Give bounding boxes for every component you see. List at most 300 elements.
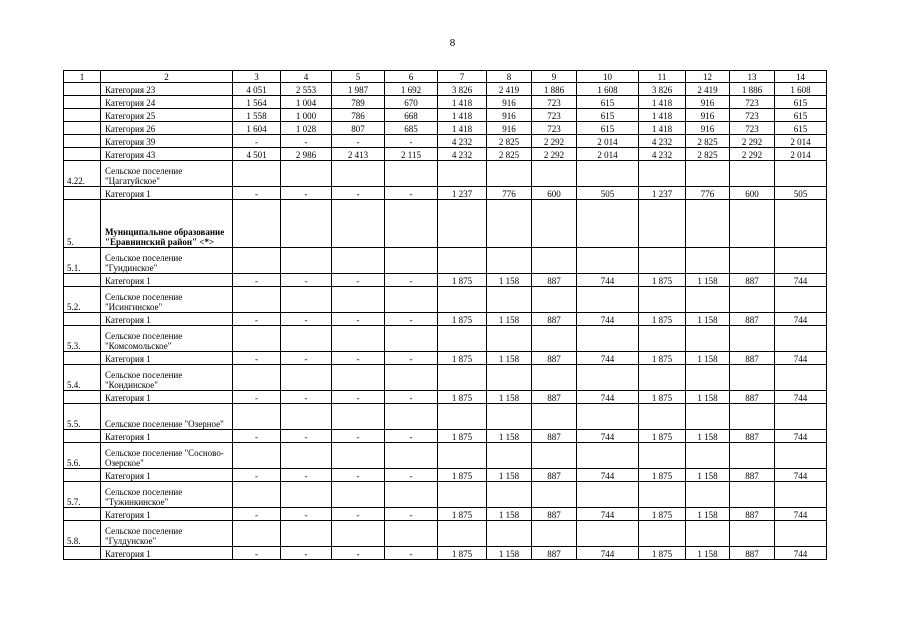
- table-row: [64, 521, 827, 547]
- value-cell: -: [332, 430, 385, 443]
- value-cell: 2 014: [577, 148, 639, 161]
- value-cell: 3 826: [438, 83, 487, 96]
- value-cell: [686, 365, 730, 391]
- value-cell: 744: [577, 313, 639, 326]
- value-cell: [639, 443, 686, 469]
- value-cell: 744: [577, 547, 639, 560]
- value-cell: 1 875: [639, 352, 686, 365]
- table-row: [64, 200, 827, 248]
- row-number-cell: [64, 83, 101, 96]
- row-number-cell: 4.22.: [64, 161, 101, 187]
- value-cell: 670: [385, 96, 438, 109]
- value-cell: [730, 287, 775, 313]
- value-cell: -: [385, 352, 438, 365]
- table-row: [64, 443, 827, 469]
- value-cell: [281, 287, 332, 313]
- value-cell: -: [233, 352, 281, 365]
- row-name-cell: Сельское поселение "Тужинкинское": [101, 482, 233, 508]
- value-cell: 1 875: [639, 391, 686, 404]
- value-cell: [730, 161, 775, 187]
- value-cell: 1 158: [686, 313, 730, 326]
- value-cell: 1 875: [438, 469, 487, 482]
- value-cell: 744: [577, 430, 639, 443]
- value-cell: 1 158: [487, 508, 532, 521]
- value-cell: -: [281, 352, 332, 365]
- value-cell: [233, 248, 281, 274]
- value-cell: 1 418: [639, 109, 686, 122]
- column-number-cell: 9: [532, 71, 577, 83]
- column-number-cell: 7: [438, 71, 487, 83]
- row-name-cell: Сельское поселение "Комсомольское": [101, 326, 233, 352]
- value-cell: [332, 365, 385, 391]
- value-cell: 1 004: [281, 96, 332, 109]
- value-cell: 1 875: [639, 469, 686, 482]
- value-cell: 916: [487, 122, 532, 135]
- value-cell: -: [281, 391, 332, 404]
- value-cell: 2 986: [281, 148, 332, 161]
- row-name-cell: Категория 1: [101, 313, 233, 326]
- value-cell: [281, 326, 332, 352]
- value-cell: [438, 443, 487, 469]
- value-cell: 1 608: [577, 83, 639, 96]
- value-cell: 1 875: [438, 352, 487, 365]
- value-cell: 744: [775, 469, 827, 482]
- value-cell: [639, 521, 686, 547]
- value-cell: 744: [577, 274, 639, 287]
- value-cell: [639, 200, 686, 248]
- value-cell: 723: [532, 122, 577, 135]
- value-cell: [577, 521, 639, 547]
- value-cell: 1 418: [639, 122, 686, 135]
- row-number-cell: [64, 135, 101, 148]
- value-cell: [438, 200, 487, 248]
- value-cell: [775, 365, 827, 391]
- value-cell: [730, 443, 775, 469]
- value-cell: 2 014: [775, 135, 827, 148]
- table-row: [64, 96, 827, 109]
- value-cell: 916: [686, 96, 730, 109]
- value-cell: 600: [730, 187, 775, 200]
- value-cell: 887: [730, 352, 775, 365]
- row-name-cell: Сельское поселение "Сосново-Озерское": [101, 443, 233, 469]
- value-cell: -: [281, 313, 332, 326]
- value-cell: [639, 248, 686, 274]
- value-cell: [385, 443, 438, 469]
- value-cell: 2 419: [686, 83, 730, 96]
- row-name-cell: Категория 39: [101, 135, 233, 148]
- value-cell: [639, 365, 686, 391]
- value-cell: 1 875: [438, 313, 487, 326]
- value-cell: 916: [686, 109, 730, 122]
- value-cell: [487, 521, 532, 547]
- value-cell: 723: [730, 96, 775, 109]
- value-cell: 1 158: [487, 469, 532, 482]
- value-cell: 1 418: [639, 96, 686, 109]
- value-cell: [532, 326, 577, 352]
- value-cell: [639, 287, 686, 313]
- row-number-cell: [64, 122, 101, 135]
- value-cell: -: [385, 547, 438, 560]
- value-cell: [532, 365, 577, 391]
- value-cell: 2 292: [532, 148, 577, 161]
- value-cell: [385, 326, 438, 352]
- value-cell: 887: [532, 391, 577, 404]
- value-cell: 1 158: [487, 352, 532, 365]
- value-cell: 1 028: [281, 122, 332, 135]
- value-cell: 916: [686, 122, 730, 135]
- row-number-cell: 5.4.: [64, 365, 101, 391]
- value-cell: [385, 200, 438, 248]
- value-cell: [281, 248, 332, 274]
- column-number-cell: 12: [686, 71, 730, 83]
- value-cell: [487, 287, 532, 313]
- value-cell: 1 875: [438, 430, 487, 443]
- value-cell: 723: [730, 109, 775, 122]
- value-cell: [775, 161, 827, 187]
- value-cell: [686, 248, 730, 274]
- value-cell: 600: [532, 187, 577, 200]
- value-cell: 744: [775, 313, 827, 326]
- value-cell: 2 825: [686, 148, 730, 161]
- value-cell: 1 875: [639, 274, 686, 287]
- value-cell: [532, 521, 577, 547]
- table-row: [64, 161, 827, 187]
- value-cell: -: [233, 547, 281, 560]
- row-name-cell: Муниципальное образование "Еравнинский район" <*>: [101, 200, 233, 248]
- value-cell: -: [233, 135, 281, 148]
- value-cell: 2 014: [577, 135, 639, 148]
- value-cell: 2 553: [281, 83, 332, 96]
- value-cell: -: [385, 135, 438, 148]
- value-cell: [438, 287, 487, 313]
- value-cell: [233, 365, 281, 391]
- value-cell: [332, 404, 385, 430]
- value-cell: [385, 287, 438, 313]
- column-number-cell: 5: [332, 71, 385, 83]
- tariff-table: [63, 70, 827, 560]
- value-cell: 2 014: [775, 148, 827, 161]
- value-cell: -: [332, 391, 385, 404]
- value-cell: [438, 161, 487, 187]
- row-number-cell: [64, 352, 101, 365]
- value-cell: 916: [487, 96, 532, 109]
- value-cell: -: [281, 430, 332, 443]
- value-cell: -: [332, 313, 385, 326]
- value-cell: [281, 200, 332, 248]
- value-cell: 4 232: [438, 148, 487, 161]
- value-cell: [385, 365, 438, 391]
- value-cell: -: [332, 274, 385, 287]
- value-cell: [532, 443, 577, 469]
- value-cell: [281, 443, 332, 469]
- row-name-cell: Категория 23: [101, 83, 233, 96]
- value-cell: -: [385, 469, 438, 482]
- row-number-cell: [64, 469, 101, 482]
- value-cell: 2 292: [730, 148, 775, 161]
- row-number-cell: 5.1.: [64, 248, 101, 274]
- value-cell: 744: [775, 547, 827, 560]
- value-cell: 1 558: [233, 109, 281, 122]
- value-cell: -: [233, 469, 281, 482]
- table-row: [64, 391, 827, 404]
- value-cell: [438, 248, 487, 274]
- value-cell: [730, 365, 775, 391]
- value-cell: 744: [775, 391, 827, 404]
- row-name-cell: Категория 25: [101, 109, 233, 122]
- column-number-header-row: [64, 71, 827, 83]
- table-row: [64, 547, 827, 560]
- value-cell: 887: [730, 469, 775, 482]
- value-cell: 776: [686, 187, 730, 200]
- value-cell: [775, 287, 827, 313]
- row-name-cell: Сельское поселение "Озерное": [101, 404, 233, 430]
- value-cell: 1 158: [686, 430, 730, 443]
- table-row: [64, 430, 827, 443]
- value-cell: [332, 521, 385, 547]
- value-cell: [730, 326, 775, 352]
- value-cell: 887: [532, 313, 577, 326]
- value-cell: 1 158: [487, 430, 532, 443]
- value-cell: [532, 248, 577, 274]
- table-row: [64, 122, 827, 135]
- value-cell: -: [233, 391, 281, 404]
- column-number-cell: 3: [233, 71, 281, 83]
- table-row: [64, 135, 827, 148]
- value-cell: 1 875: [438, 391, 487, 404]
- column-number-cell: 13: [730, 71, 775, 83]
- value-cell: 2 292: [532, 135, 577, 148]
- value-cell: [730, 404, 775, 430]
- value-cell: 1 158: [686, 391, 730, 404]
- value-cell: [385, 248, 438, 274]
- value-cell: 723: [532, 96, 577, 109]
- row-name-cell: Категория 1: [101, 508, 233, 521]
- value-cell: 776: [487, 187, 532, 200]
- value-cell: [438, 521, 487, 547]
- value-cell: -: [233, 508, 281, 521]
- value-cell: [233, 443, 281, 469]
- value-cell: [332, 326, 385, 352]
- value-cell: 4 232: [639, 135, 686, 148]
- value-cell: [487, 404, 532, 430]
- value-cell: 1 875: [639, 430, 686, 443]
- row-number-cell: [64, 430, 101, 443]
- row-number-cell: [64, 391, 101, 404]
- table-row: [64, 326, 827, 352]
- value-cell: 1 237: [438, 187, 487, 200]
- value-cell: 1 158: [686, 508, 730, 521]
- value-cell: 615: [577, 96, 639, 109]
- value-cell: 807: [332, 122, 385, 135]
- value-cell: [487, 248, 532, 274]
- value-cell: 1 158: [487, 313, 532, 326]
- row-number-cell: [64, 508, 101, 521]
- value-cell: [532, 287, 577, 313]
- table-row: [64, 187, 827, 200]
- row-name-cell: Категория 1: [101, 187, 233, 200]
- value-cell: 1 608: [775, 83, 827, 96]
- value-cell: 615: [775, 122, 827, 135]
- row-name-cell: Категория 1: [101, 274, 233, 287]
- value-cell: 744: [577, 391, 639, 404]
- value-cell: 786: [332, 109, 385, 122]
- value-cell: [438, 404, 487, 430]
- row-name-cell: Категория 1: [101, 469, 233, 482]
- value-cell: 789: [332, 96, 385, 109]
- value-cell: [487, 326, 532, 352]
- table-row: [64, 482, 827, 508]
- value-cell: -: [332, 187, 385, 200]
- value-cell: [730, 200, 775, 248]
- value-cell: 887: [532, 469, 577, 482]
- value-cell: 1 158: [686, 469, 730, 482]
- value-cell: [438, 326, 487, 352]
- value-cell: [577, 482, 639, 508]
- row-number-cell: [64, 96, 101, 109]
- row-number-cell: [64, 547, 101, 560]
- value-cell: [639, 482, 686, 508]
- value-cell: 1 987: [332, 83, 385, 96]
- value-cell: 1 158: [487, 547, 532, 560]
- column-number-cell: 8: [487, 71, 532, 83]
- table-row: [64, 508, 827, 521]
- value-cell: -: [281, 187, 332, 200]
- table-row: [64, 109, 827, 122]
- table-row: [64, 352, 827, 365]
- value-cell: [233, 326, 281, 352]
- table-row: [64, 404, 827, 430]
- value-cell: 916: [487, 109, 532, 122]
- value-cell: 1 000: [281, 109, 332, 122]
- row-name-cell: Сельское поселение "Гундинское": [101, 248, 233, 274]
- column-number-cell: 1: [64, 71, 101, 83]
- value-cell: [639, 326, 686, 352]
- value-cell: [385, 482, 438, 508]
- value-cell: [686, 161, 730, 187]
- row-name-cell: Категория 1: [101, 352, 233, 365]
- row-number-cell: 5.3.: [64, 326, 101, 352]
- value-cell: -: [385, 430, 438, 443]
- value-cell: 744: [577, 508, 639, 521]
- value-cell: [686, 326, 730, 352]
- value-cell: 4 051: [233, 83, 281, 96]
- value-cell: [385, 161, 438, 187]
- value-cell: [775, 404, 827, 430]
- value-cell: 744: [577, 469, 639, 482]
- value-cell: -: [332, 547, 385, 560]
- row-number-cell: 5.8.: [64, 521, 101, 547]
- value-cell: 744: [775, 352, 827, 365]
- value-cell: [775, 326, 827, 352]
- value-cell: 4 232: [639, 148, 686, 161]
- row-number-cell: [64, 187, 101, 200]
- value-cell: 1 237: [639, 187, 686, 200]
- value-cell: [577, 200, 639, 248]
- row-number-cell: [64, 109, 101, 122]
- value-cell: [686, 443, 730, 469]
- value-cell: [577, 443, 639, 469]
- value-cell: 2 115: [385, 148, 438, 161]
- value-cell: 1 158: [686, 274, 730, 287]
- value-cell: [686, 200, 730, 248]
- row-name-cell: Сельское поселение "Цагатуйское": [101, 161, 233, 187]
- value-cell: [639, 161, 686, 187]
- value-cell: [385, 404, 438, 430]
- value-cell: 1 604: [233, 122, 281, 135]
- value-cell: -: [233, 274, 281, 287]
- value-cell: 744: [775, 430, 827, 443]
- value-cell: 887: [730, 274, 775, 287]
- value-cell: 1 875: [639, 508, 686, 521]
- value-cell: -: [281, 547, 332, 560]
- value-cell: [233, 482, 281, 508]
- row-name-cell: Сельское поселение "Исингинское": [101, 287, 233, 313]
- value-cell: 2 825: [487, 148, 532, 161]
- table-row: [64, 469, 827, 482]
- value-cell: [775, 248, 827, 274]
- value-cell: [532, 200, 577, 248]
- value-cell: [233, 161, 281, 187]
- value-cell: 744: [775, 508, 827, 521]
- value-cell: 887: [730, 313, 775, 326]
- value-cell: 887: [532, 547, 577, 560]
- value-cell: -: [281, 469, 332, 482]
- value-cell: [281, 161, 332, 187]
- table-row: [64, 274, 827, 287]
- value-cell: 615: [577, 109, 639, 122]
- value-cell: 505: [577, 187, 639, 200]
- value-cell: 1 875: [639, 547, 686, 560]
- value-cell: 1 418: [438, 122, 487, 135]
- table-row: [64, 287, 827, 313]
- value-cell: [775, 200, 827, 248]
- value-cell: 887: [532, 430, 577, 443]
- value-cell: 3 826: [639, 83, 686, 96]
- value-cell: 2 825: [487, 135, 532, 148]
- value-cell: [775, 482, 827, 508]
- row-name-cell: Категория 1: [101, 391, 233, 404]
- value-cell: 668: [385, 109, 438, 122]
- column-number-cell: 6: [385, 71, 438, 83]
- value-cell: 1 875: [438, 508, 487, 521]
- table-row: [64, 148, 827, 161]
- value-cell: [775, 443, 827, 469]
- value-cell: [577, 365, 639, 391]
- value-cell: 1 418: [438, 109, 487, 122]
- value-cell: 744: [577, 352, 639, 365]
- value-cell: -: [385, 508, 438, 521]
- row-name-cell: Сельское поселение "Кондинское": [101, 365, 233, 391]
- value-cell: 4 232: [438, 135, 487, 148]
- value-cell: -: [332, 508, 385, 521]
- value-cell: -: [233, 187, 281, 200]
- value-cell: -: [385, 274, 438, 287]
- row-name-cell: Категория 26: [101, 122, 233, 135]
- value-cell: -: [385, 391, 438, 404]
- row-number-cell: 5.2.: [64, 287, 101, 313]
- row-name-cell: Категория 24: [101, 96, 233, 109]
- value-cell: [532, 161, 577, 187]
- value-cell: -: [281, 135, 332, 148]
- value-cell: [577, 404, 639, 430]
- table-row: [64, 248, 827, 274]
- column-number-cell: 10: [577, 71, 639, 83]
- value-cell: 887: [532, 274, 577, 287]
- value-cell: [438, 365, 487, 391]
- value-cell: 1 158: [487, 391, 532, 404]
- value-cell: [686, 521, 730, 547]
- value-cell: [332, 287, 385, 313]
